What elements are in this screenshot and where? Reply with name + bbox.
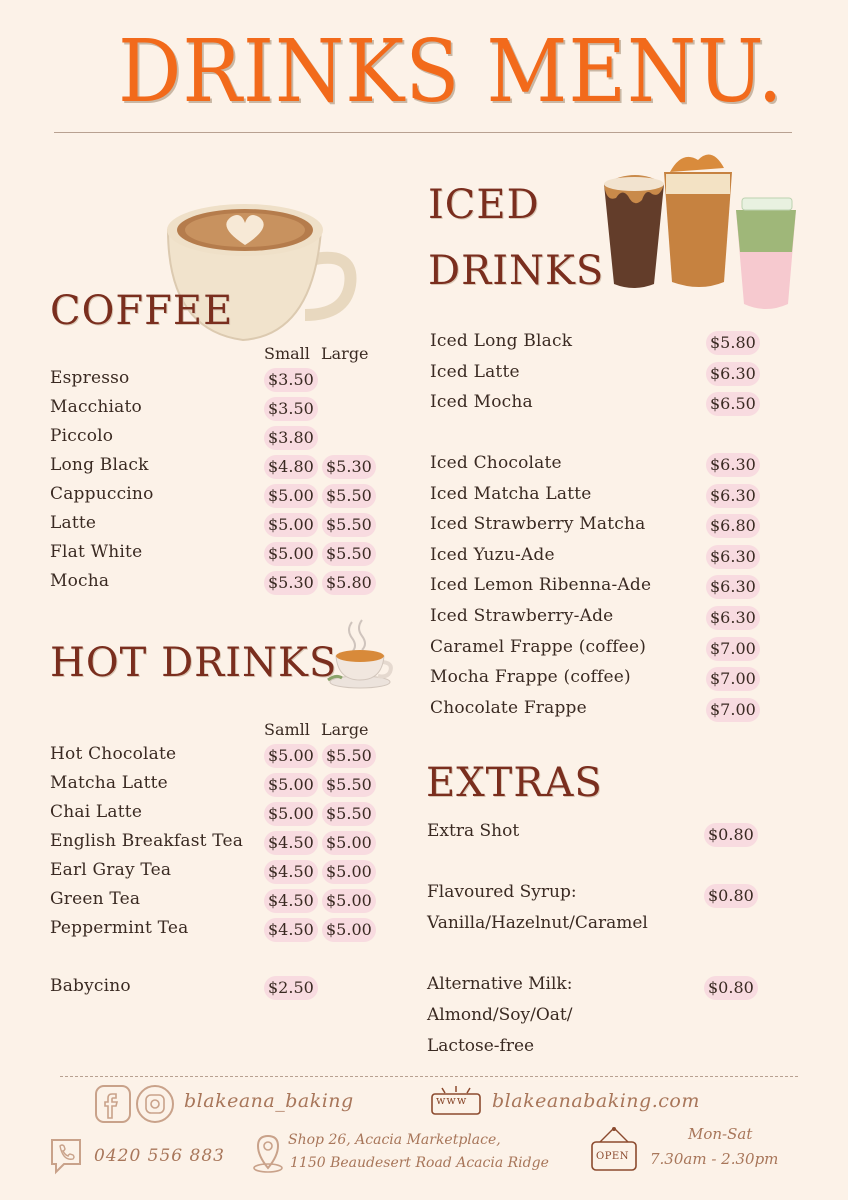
item-name: Iced Yuzu-Ade [430, 544, 555, 565]
price: $6.30 [706, 575, 760, 599]
item-name: Iced Strawberry-Ade [430, 606, 614, 626]
price: $6.30 [706, 606, 760, 630]
price: $6.80 [706, 514, 760, 538]
price: $6.30 [706, 453, 760, 477]
instagram-icon[interactable] [134, 1084, 176, 1128]
price: $5.80 [706, 331, 760, 355]
coffee-column-headers [264, 344, 369, 363]
website-badge: www [436, 1094, 468, 1107]
coffee-col-small: Small [264, 344, 310, 363]
price: $7.00 [706, 698, 760, 722]
item-name: Chai Latte [50, 802, 143, 822]
extra-line: Extra Shot [427, 821, 520, 841]
price-small: $4.50 [264, 831, 318, 855]
price-large: $5.50 [322, 542, 376, 566]
item-name: Cappuccino [50, 484, 154, 504]
item-name: Hot Chocolate [50, 744, 177, 764]
price: $6.30 [706, 484, 760, 508]
price-large: $5.00 [322, 918, 376, 942]
extra-price: $0.80 [704, 884, 758, 908]
price-large: $5.50 [322, 744, 376, 768]
title-divider [54, 132, 792, 133]
babycino-price: $2.50 [264, 976, 318, 1000]
extra-line: Vanilla/Hazelnut/Caramel [427, 913, 648, 933]
open-sign-label: OPEN [596, 1151, 629, 1162]
coffee-col-large: Large [321, 344, 369, 363]
extra-line: Alternative Milk: [427, 974, 573, 994]
item-name: Iced Strawberry Matcha [430, 514, 646, 535]
price: $6.30 [706, 545, 760, 569]
item-name: Latte [50, 513, 97, 533]
price-large: $5.00 [322, 889, 376, 913]
price: $6.50 [706, 392, 760, 416]
hot-drinks-column-headers [264, 720, 369, 739]
price-small: $5.00 [264, 484, 318, 508]
item-name: Iced Long Black [430, 331, 573, 351]
hours-time: 7.30am - 2.30pm [650, 1150, 779, 1168]
phone-number[interactable]: 0420 556 883 [94, 1146, 225, 1166]
item-name: Chocolate Frappe [430, 697, 587, 718]
price: $7.00 [706, 667, 760, 691]
item-name: Green Tea [50, 889, 141, 909]
item-name: Long Black [50, 455, 149, 475]
website-link[interactable]: blakeanabaking.com [492, 1090, 700, 1112]
price-small: $3.50 [264, 368, 318, 392]
price-large: $5.50 [322, 802, 376, 826]
price-large: $5.00 [322, 831, 376, 855]
item-name: Piccolo [50, 426, 114, 446]
extra-line: Almond/Soy/Oat/ [427, 1005, 573, 1025]
price-small: $5.00 [264, 744, 318, 768]
price-large: $5.50 [322, 513, 376, 537]
item-name: Iced Lemon Ribenna-Ade [430, 575, 652, 596]
footer-divider [60, 1076, 798, 1077]
extra-line: Flavoured Syrup: [427, 882, 577, 902]
item-name: Earl Gray Tea [50, 860, 172, 880]
phone-icon [48, 1136, 84, 1180]
page-title: DRINKS MENU. [118, 22, 784, 122]
price-large: $5.00 [322, 860, 376, 884]
iced-drinks-illustration [598, 142, 803, 318]
price-large: $5.80 [322, 571, 376, 595]
price-large: $5.30 [322, 455, 376, 479]
iced-heading-line2: DRINKS [428, 248, 605, 294]
hot-drinks-heading: HOT DRINKS [50, 640, 338, 686]
hot-drinks-col-small: Samll [264, 720, 310, 739]
item-name: Peppermint Tea [50, 918, 189, 938]
price-small: $4.50 [264, 918, 318, 942]
price-small: $4.50 [264, 860, 318, 884]
item-name: Macchiato [50, 397, 142, 417]
item-name: English Breakfast Tea [50, 831, 244, 851]
price: $6.30 [706, 362, 760, 386]
price-small: $5.00 [264, 542, 318, 566]
price-small: $5.00 [264, 513, 318, 537]
price-large: $5.50 [322, 484, 376, 508]
location-pin-icon [250, 1132, 286, 1178]
coffee-heading: COFFEE [50, 288, 234, 334]
iced-heading-line1: ICED [428, 182, 540, 228]
item-name: Matcha Latte [50, 773, 168, 793]
extra-price: $0.80 [704, 823, 758, 847]
extra-line: Lactose-free [427, 1036, 535, 1056]
extra-price: $0.80 [704, 976, 758, 1000]
price-small: $5.00 [264, 773, 318, 797]
price-small: $3.50 [264, 397, 318, 421]
item-name: Caramel Frappe (coffee) [430, 636, 647, 657]
babycino-name: Babycino [50, 976, 131, 996]
price-small: $4.50 [264, 889, 318, 913]
item-name: Espresso [50, 368, 130, 388]
price-small: $4.80 [264, 455, 318, 479]
address-line-1: Shop 26, Acacia Marketplace, [288, 1132, 501, 1148]
price-large: $5.50 [322, 773, 376, 797]
hot-drinks-col-large: Large [321, 720, 369, 739]
item-name: Iced Latte [430, 361, 520, 382]
item-name: Mocha [50, 571, 110, 591]
price-small: $5.30 [264, 571, 318, 595]
extras-heading: EXTRAS [426, 760, 603, 806]
address-line-2: 1150 Beaudesert Road Acacia Ridge [290, 1155, 549, 1171]
item-name: Iced Matcha Latte [430, 483, 592, 504]
item-name: Iced Chocolate [430, 453, 562, 473]
item-name: Mocha Frappe (coffee) [430, 667, 631, 688]
hours-days: Mon-Sat [688, 1125, 753, 1143]
price: $7.00 [706, 637, 760, 661]
facebook-icon[interactable] [94, 1084, 132, 1128]
item-name: Flat White [50, 542, 143, 562]
item-name: Iced Mocha [430, 392, 533, 412]
price-small: $3.80 [264, 426, 318, 450]
social-handle[interactable]: blakeana_baking [184, 1090, 354, 1112]
price-small: $5.00 [264, 802, 318, 826]
